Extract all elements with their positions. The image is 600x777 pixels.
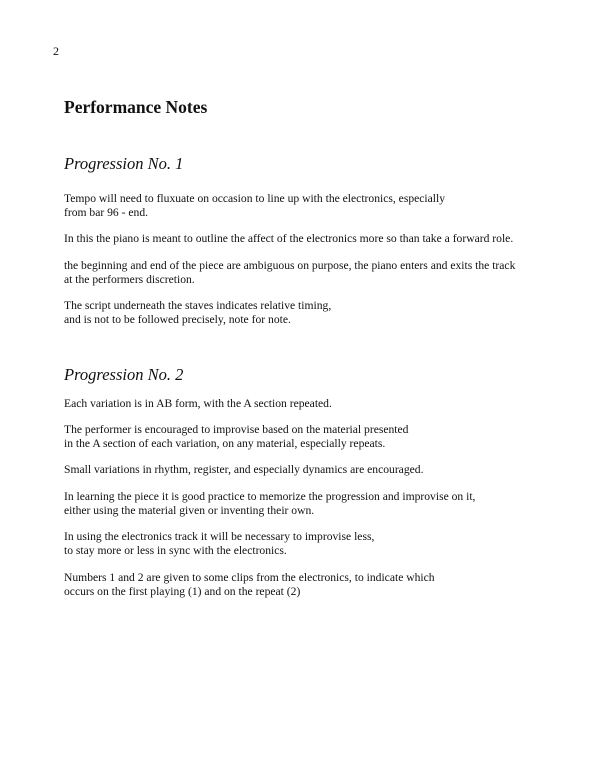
- section-heading: Progression No. 1: [64, 154, 184, 173]
- paragraph: [64, 232, 513, 246]
- section-heading: Progression No. 2: [64, 365, 184, 384]
- paragraph-line: The performer is encouraged to improvise based on the material presented: [64, 423, 409, 436]
- page-title: Performance Notes: [64, 97, 208, 117]
- paragraph-line: in the A section of each variation, on any material, especially repeats.: [64, 436, 386, 450]
- paragraph-line: at the performers discretion.: [64, 272, 195, 286]
- paragraph-line: Tempo will need to fluxuate on occasion to line up with the electronics, especially: [64, 192, 446, 205]
- paragraph: [64, 192, 445, 219]
- paragraph: [64, 299, 331, 326]
- paragraph: [64, 463, 423, 477]
- paragraph: [64, 423, 408, 450]
- paragraph-line: The script underneath the staves indicates relative timing,: [64, 299, 332, 312]
- paragraph-line: from bar 96 - end.: [64, 205, 149, 219]
- paragraph-line: the beginning and end of the piece are ambiguous on purpose, the piano enters and exits the track: [64, 259, 516, 272]
- paragraph: [64, 571, 435, 598]
- paragraph: [64, 397, 332, 411]
- paragraph-line: In using the electronics track it will be necessary to improvise less,: [64, 530, 375, 543]
- page-number: 2: [53, 44, 59, 58]
- paragraph: [64, 530, 374, 557]
- paragraph-line: In this the piano is meant to outline the affect of the electronics more so than take a forward role.: [64, 232, 514, 245]
- paragraph: [64, 259, 515, 286]
- paragraph-line: and is not to be followed precisely, note for note.: [64, 312, 291, 326]
- paragraph-line: occurs on the first playing (1) and on the repeat (2): [64, 584, 301, 598]
- paragraph-line: Small variations in rhythm, register, and especially dynamics are encouraged.: [64, 463, 424, 476]
- paragraph-line: Each variation is in AB form, with the A section repeated.: [64, 397, 332, 410]
- paragraph-line: to stay more or less in sync with the electronics.: [64, 543, 287, 557]
- paragraph-line: In learning the piece it is good practice to memorize the progression and improvise on it,: [64, 490, 476, 503]
- paragraph-line: either using the material given or inventing their own.: [64, 503, 315, 517]
- paragraph: [64, 490, 475, 517]
- paragraph-line: Numbers 1 and 2 are given to some clips from the electronics, to indicate which: [64, 571, 435, 584]
